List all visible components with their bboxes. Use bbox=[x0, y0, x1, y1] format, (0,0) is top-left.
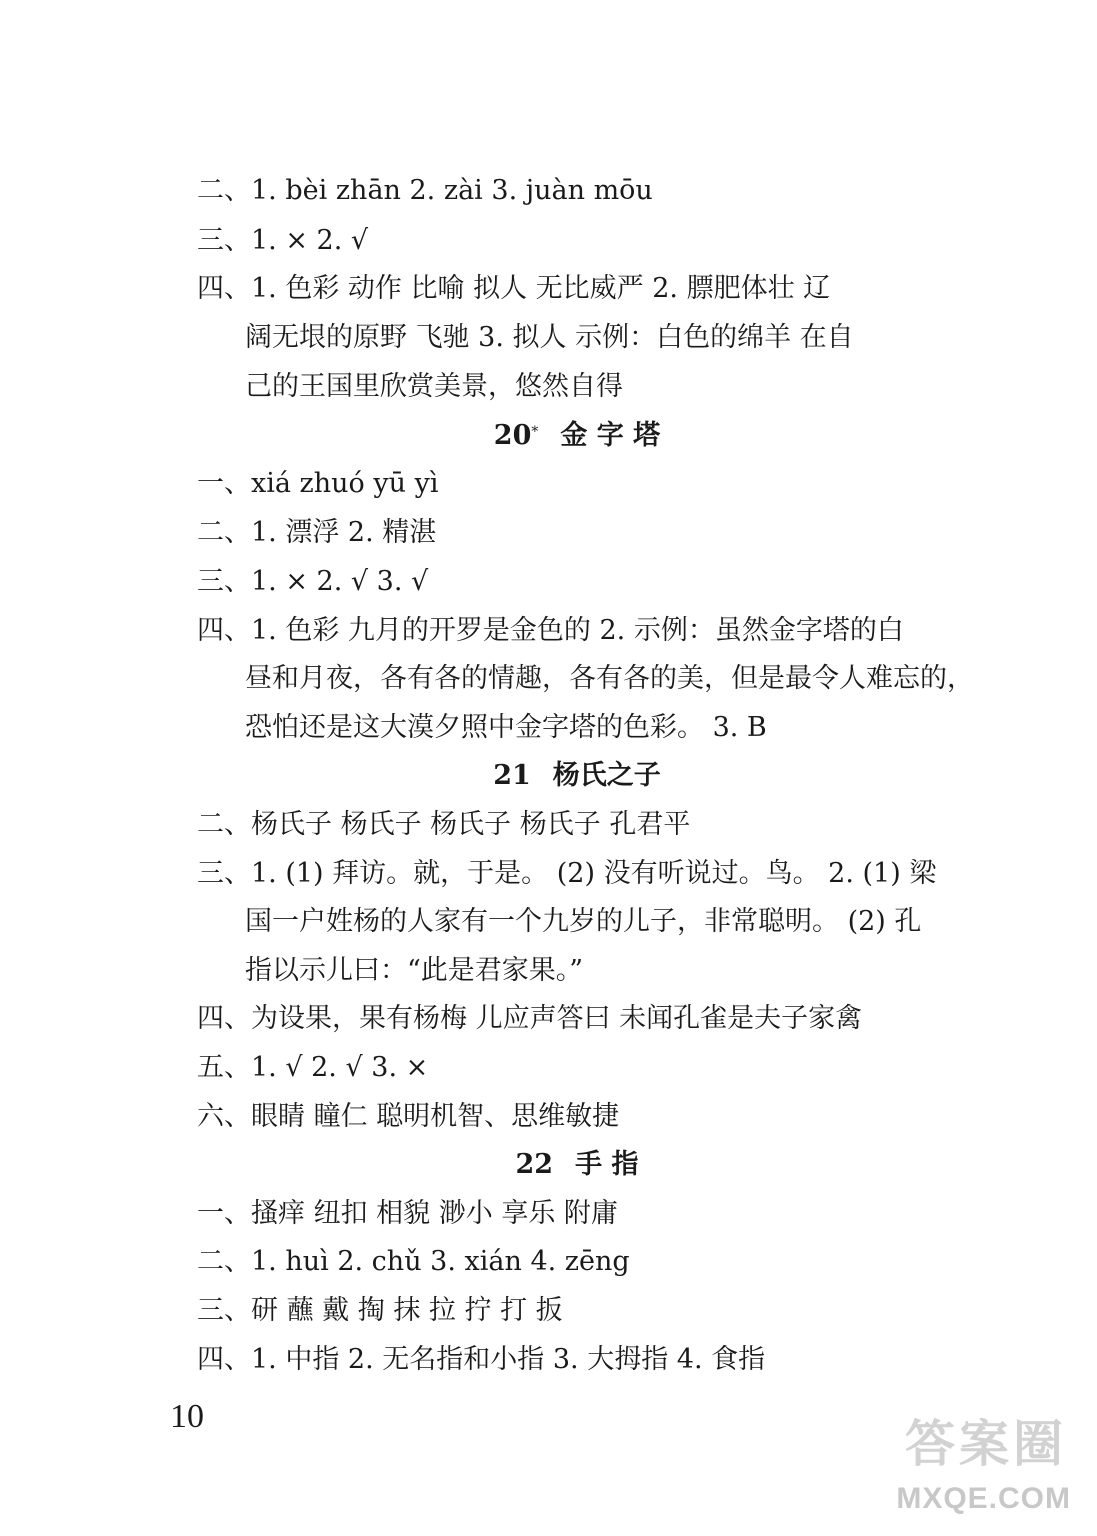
section-title-22: 22 手 指 bbox=[515, 1149, 639, 1180]
answer-line: 三、1. × 2. √ bbox=[197, 225, 369, 256]
answer-line: 二、1. bèi zhān 2. zài 3. juàn mōu bbox=[197, 175, 653, 206]
watermark-logo bbox=[895, 1415, 1085, 1528]
answer-line: 恐怕还是这大漠夕照中金字塔的色彩。 3. B bbox=[245, 712, 767, 743]
answer-line: 六、眼睛 瞳仁 聪明机智、思维敏捷 bbox=[197, 1101, 620, 1132]
answer-line: 三、1. (1) 拜访。就，于是。 (2) 没有听说过。鸟。 2. (1) 梁 bbox=[197, 858, 937, 889]
answer-line: 昼和月夜，各有各的情趣，各有各的美，但是最令人难忘的， bbox=[245, 663, 974, 694]
page-number: 10 bbox=[170, 1398, 204, 1435]
answer-line: 二、杨氏子 杨氏子 杨氏子 杨氏子 孔君平 bbox=[197, 809, 691, 840]
answer-line: 四、为设果，果有杨梅 儿应声答曰 未闻孔雀是夫子家禽 bbox=[197, 1003, 863, 1034]
answer-line: 三、1. × 2. √ 3. √ bbox=[197, 566, 429, 597]
answer-line: 二、1. huì 2. chǔ 3. xián 4. zēng bbox=[197, 1246, 630, 1277]
answer-line: 一、搔痒 纽扣 相貌 渺小 享乐 附庸 bbox=[197, 1198, 618, 1229]
section-title-20: 20* 金 字 塔 bbox=[493, 420, 661, 451]
answer-line: 五、1. √ 2. √ 3. × bbox=[197, 1052, 429, 1083]
section-title-21: 21 杨氏之子 bbox=[493, 760, 661, 791]
answer-line: 阔无垠的原野 飞驰 3. 拟人 示例：白色的绵羊 在自 bbox=[245, 322, 854, 353]
answer-line: 国一户姓杨的人家有一个九岁的儿子，非常聪明。 (2) 孔 bbox=[245, 906, 922, 937]
watermark-url: MXQE.COM bbox=[896, 1482, 1071, 1515]
answer-line: 四、1. 色彩 九月的开罗是金色的 2. 示例：虽然金字塔的白 bbox=[197, 615, 904, 646]
answer-line: 指以示儿曰：“此是君家果。” bbox=[245, 955, 584, 986]
answer-line: 三、研 蘸 戴 掏 抹 拉 拧 打 扳 bbox=[197, 1295, 563, 1326]
answer-line: 四、1. 中指 2. 无名指和小指 3. 大拇指 4. 食指 bbox=[197, 1344, 766, 1375]
answer-line: 一、xiá zhuó yū yì bbox=[197, 468, 439, 499]
answer-line: 己的王国里欣赏美景，悠然自得 bbox=[245, 371, 623, 402]
answer-line: 四、1. 色彩 动作 比喻 拟人 无比威严 2. 膘肥体壮 辽 bbox=[197, 273, 831, 304]
answer-line: 二、1. 漂浮 2. 精湛 bbox=[197, 517, 437, 548]
watermark-cn: 答案圈 bbox=[905, 1415, 1067, 1473]
